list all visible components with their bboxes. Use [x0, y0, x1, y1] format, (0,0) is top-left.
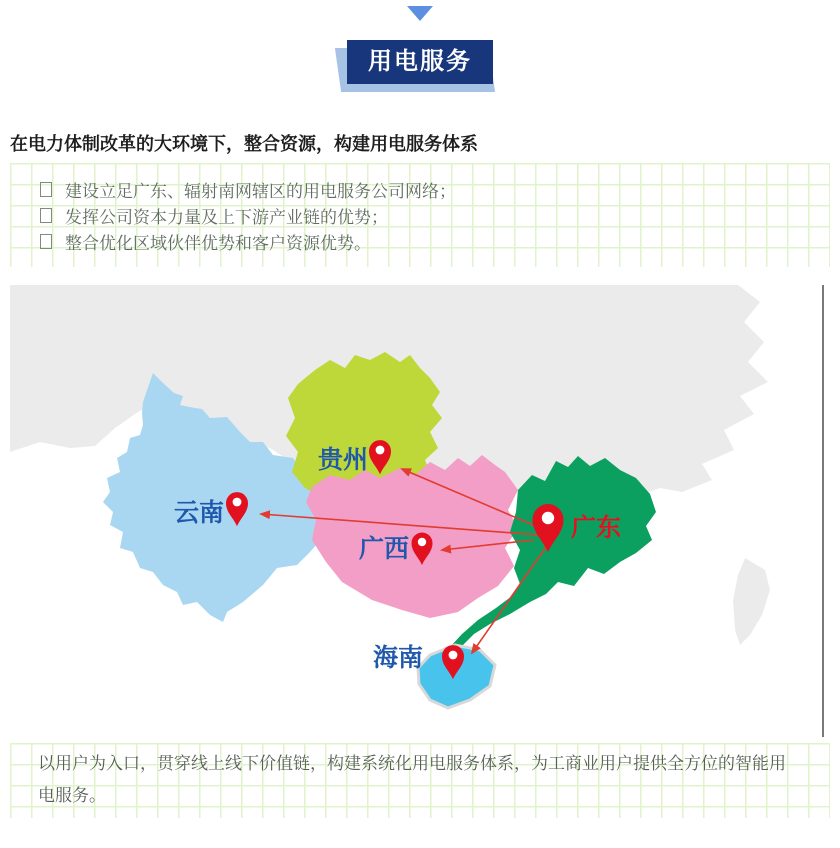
province-guangxi-shape	[306, 455, 518, 618]
footer-text: 以用户为入口，贯穿线上线下价值链，构建系统化用电服务体系，为工商业用户提供全方位的智能用电服务。	[38, 754, 786, 805]
section-title-row	[0, 40, 840, 84]
map-canvas	[10, 285, 828, 737]
triangle-down-icon	[407, 6, 433, 21]
service-area-map	[10, 285, 828, 737]
list-item-text: 建设立足广东、辐射南网辖区的用电服务公司网络；	[65, 181, 456, 201]
list-item-text: 发挥公司资本力量及上下游产业链的优势；	[65, 207, 388, 227]
section-title-badge	[347, 40, 493, 84]
list-item	[40, 228, 830, 254]
bullet-box-icon	[40, 182, 52, 197]
label-guangxi: 广西	[358, 535, 410, 563]
label-guizhou: 贵州	[317, 446, 369, 474]
section-title: 用电服务	[347, 40, 493, 84]
intro-panel	[10, 163, 830, 267]
page	[0, 6, 840, 848]
footer-panel	[10, 743, 830, 818]
list-item	[40, 176, 830, 202]
list-item	[40, 202, 830, 228]
island-shape	[733, 558, 770, 645]
bullet-list	[10, 176, 830, 254]
intro-heading: 在电力体制改革的大环境下，整合资源，构建用电服务体系	[10, 134, 478, 154]
bullet-box-icon	[40, 208, 52, 223]
bullet-box-icon	[40, 234, 52, 249]
label-hainan: 海南	[372, 644, 424, 672]
list-item-text: 整合优化区域伙伴优势和客户资源优势。	[65, 233, 371, 253]
label-guangdong: 广东	[570, 514, 622, 542]
label-yunnan: 云南	[173, 499, 225, 527]
